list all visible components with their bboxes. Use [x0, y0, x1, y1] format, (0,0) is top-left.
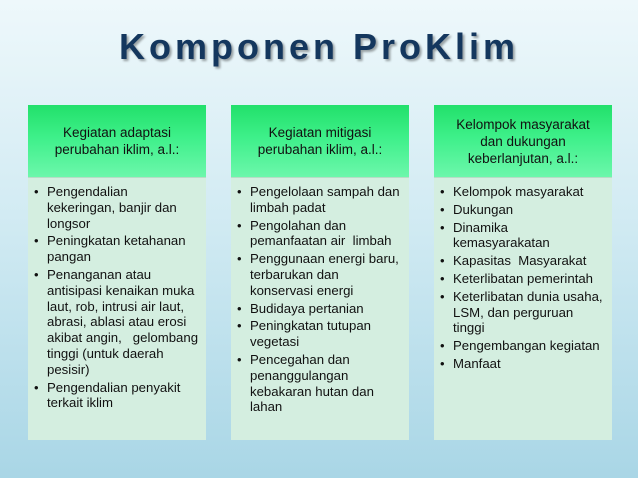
list-item: • Pengembangan kegiatan	[440, 338, 606, 354]
list-item: • Pengolahan dan pemanfaatan air limbah	[237, 218, 403, 250]
column-heading	[231, 105, 409, 177]
list-item: • Penggunaan energi baru, terbarukan dan konservasi energi	[237, 251, 403, 298]
list-item: • Peningkatan ketahanan pangan	[34, 233, 200, 265]
page-title: Komponen ProKlim	[118, 26, 519, 67]
column-mitigasi	[231, 105, 409, 440]
bullet-list	[440, 184, 606, 372]
list-item: • Kelompok masyarakat	[440, 184, 606, 200]
list-item: • Keterlibatan dunia usaha, LSM, dan perguruan tinggi	[440, 289, 606, 336]
list-item: • Peningkatan tutupan vegetasi	[237, 318, 403, 350]
list-item: • Pengendalian penyakit terkait iklim	[34, 380, 200, 412]
list-item: • Dukungan	[440, 202, 606, 218]
column-kelompok	[434, 105, 612, 440]
column-heading	[28, 105, 206, 177]
column-body	[231, 177, 409, 440]
list-item: • Keterlibatan pemerintah	[440, 271, 606, 287]
list-item: • Kapasitas Masyarakat	[440, 253, 606, 269]
column-body	[434, 177, 612, 440]
list-item: • Penanganan atau antisipasi kenaikan muka laut, rob, intrusi air laut, abrasi, ablasi atau erosi akibat angin, gelombang tinggi (untuk daerah pesisir)	[34, 267, 200, 378]
column-adaptasi	[28, 105, 206, 440]
column-body	[28, 177, 206, 440]
bullet-list	[34, 184, 200, 411]
column-heading	[434, 105, 612, 177]
list-item: • Pengendalian kekeringan, banjir dan longsor	[34, 184, 200, 231]
list-item: • Pencegahan dan penanggulangan kebakaran hutan dan lahan	[237, 352, 403, 415]
list-item: • Manfaat	[440, 356, 606, 372]
list-item: • Pengelolaan sampah dan limbah padat	[237, 184, 403, 216]
heading-text: Kegiatan adaptasi perubahan iklim, a.l.:	[54, 125, 180, 157]
heading-text: Kelompok masyarakat dan dukungan keberlanjutan, a.l.:	[456, 116, 590, 166]
list-item: • Dinamika kemasyarakatan	[440, 220, 606, 252]
bullet-list	[237, 184, 403, 415]
list-item: • Budidaya pertanian	[237, 301, 403, 317]
heading-text: Kegiatan mitigasi perubahan iklim, a.l.:	[257, 125, 383, 157]
